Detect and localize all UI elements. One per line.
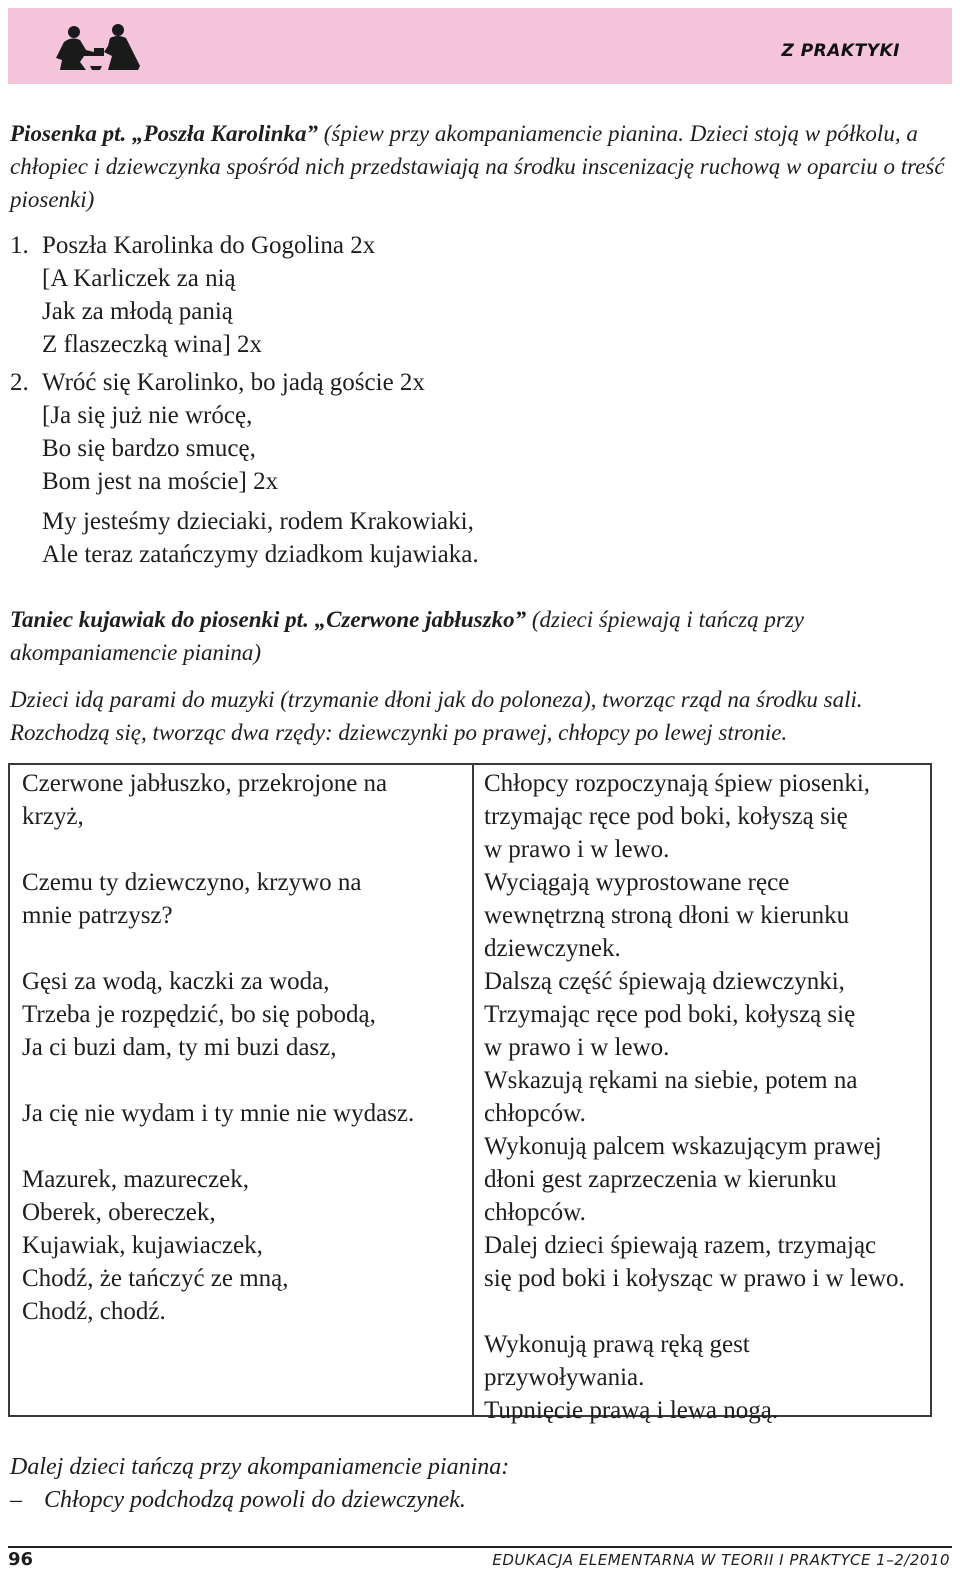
lyrics-line: Czemu ty dziewczyno, krzywo na xyxy=(22,869,362,896)
lyrics-line: Czerwone jabłuszko, przekrojone na xyxy=(22,770,388,797)
verse-line: My jesteśmy dzieciaki, rodem Krakowiaki, xyxy=(42,508,474,535)
movement-line: Wyciągają wyprostowane ręce xyxy=(484,869,790,896)
table-divider xyxy=(472,765,474,1415)
verse-line: Jak za młodą panią xyxy=(42,298,233,325)
movement-line: Chłopcy rozpoczynają śpiew piosenki, xyxy=(484,770,871,797)
lyrics-block xyxy=(22,1163,462,1328)
movement-block xyxy=(484,1328,924,1427)
lyrics-block xyxy=(22,866,462,932)
lyrics-line: Kujawiak, kujawiaczek, xyxy=(22,1232,263,1259)
lyrics-block xyxy=(22,767,462,833)
movement-line: Trzymając ręce pod boki, kołyszą się xyxy=(484,1001,856,1028)
song-description: (śpiew przy akompaniamencie pianina. Dzieci stoją w półkolu, a chłopiec i dziewczynka spośród nich przedstawiają na środku inscenizację ruchową w oparciu o treść piosenki) xyxy=(10,121,945,212)
movement-line: w prawo i w lewo. xyxy=(484,836,670,863)
movement-line: Dalszą część śpiewają dziewczynki, xyxy=(484,968,845,995)
lyrics-column xyxy=(22,767,462,1328)
verse-line: [A Karliczek za nią xyxy=(42,265,236,292)
journal-title: EDUKACJA ELEMENTARNA W TEORII I PRAKTYCE 1–2/2010 xyxy=(492,1551,950,1569)
movement-line: trzymając ręce pod boki, kołyszą się xyxy=(484,803,848,830)
dash-bullet: – xyxy=(10,1487,22,1513)
dance-instructions: Dzieci idą parami do muzyki (trzymanie dłoni jak do poloneza), tworząc rząd na środku sali. Rozchodzą się, tworząc dwa rzędy: dziewczynki po prawej, chłopcy po lewej stronie. xyxy=(10,687,863,745)
movement-block xyxy=(484,767,924,1295)
movement-line: chłopców. xyxy=(484,1100,586,1127)
lyrics-line: Chodź, że tańczyć ze mną, xyxy=(22,1265,289,1292)
movement-line: Wskazują rękami na siebie, potem na xyxy=(484,1067,858,1094)
page-number: 96 xyxy=(8,1549,34,1570)
verse-number: 2. xyxy=(10,369,29,396)
movement-line: Wykonują palcem wskazującym prawej xyxy=(484,1133,882,1160)
lyrics-block xyxy=(22,1097,462,1130)
movement-line: Tupnięcie prawą i lewa nogą. xyxy=(484,1397,779,1424)
closing-bullet-text: Chłopcy podchodzą powoli do dziewczynek. xyxy=(44,1487,466,1513)
dance-description: (dzieci śpiewają i tańczą przy akompaniamencie pianina) xyxy=(10,607,804,665)
lyrics-line: Oberek, obereczek, xyxy=(22,1199,216,1226)
verse-line: [Ja się już nie wrócę, xyxy=(42,402,253,429)
verse-2 xyxy=(10,366,425,498)
movement-line: w prawo i w lewo. xyxy=(484,1034,670,1061)
movement-line: Dalej dzieci śpiewają razem, trzymając xyxy=(484,1232,877,1259)
movement-column xyxy=(484,767,924,1427)
song-movement-table xyxy=(8,763,932,1424)
verse-line: Ale teraz zatańczymy dziadkom kujawiaka. xyxy=(42,541,479,568)
closing-instruction: Dalej dzieci tańczą przy akompaniamencie pianina: xyxy=(10,1454,510,1480)
movement-line: wewnętrzną stroną dłoni w kierunku xyxy=(484,902,850,929)
lyrics-line: krzyż, xyxy=(22,803,84,830)
movement-line: się pod boki i kołysząc w prawo i w lewo. xyxy=(484,1265,905,1292)
movement-line: Wykonują prawą ręką gest xyxy=(484,1331,750,1358)
movement-line: dziewczynek. xyxy=(484,935,621,962)
lyrics-line: Gęsi za wodą, kaczki za woda, xyxy=(22,968,330,995)
dance-intro-paragraph xyxy=(10,603,950,669)
children-playing-logo-icon xyxy=(50,22,146,72)
lyrics-line: Trzeba je rozpędzić, bo się pobodą, xyxy=(22,1001,376,1028)
song-title: Piosenka pt. „Poszła Karolinka” xyxy=(10,121,318,146)
lyrics-line: Ja ci buzi dam, ty mi buzi dasz, xyxy=(22,1034,337,1061)
lyrics-block xyxy=(22,965,462,1064)
verse-line: Bom jest na moście] 2x xyxy=(42,468,279,495)
lyrics-line: Ja cię nie wydam i ty mnie nie wydasz. xyxy=(22,1100,415,1127)
verse-number: 1. xyxy=(10,232,29,259)
song-intro-paragraph xyxy=(10,117,950,216)
verse-1 xyxy=(10,229,375,361)
footer-rule xyxy=(8,1546,952,1548)
movement-line: dłoni gest zaprzeczenia w kierunku xyxy=(484,1166,837,1193)
movement-line: chłopców. xyxy=(484,1199,586,1226)
lyrics-line: Chodź, chodź. xyxy=(22,1298,166,1325)
lyrics-line: Mazurek, mazureczek, xyxy=(22,1166,249,1193)
verse-extra xyxy=(10,505,479,571)
verse-line: Poszła Karolinka do Gogolina 2x xyxy=(42,232,376,259)
verse-line: Wróć się Karolinko, bo jadą goście 2x xyxy=(42,369,425,396)
dance-title: Taniec kujawiak do piosenki pt. „Czerwone jabłuszko” xyxy=(10,607,527,632)
section-label: Z PRAKTYKI xyxy=(781,41,900,61)
movement-line: przywoływania. xyxy=(484,1364,645,1391)
verse-line: Bo się bardzo smucę, xyxy=(42,435,256,462)
section-header-band xyxy=(8,8,952,84)
lyrics-line: mnie patrzysz? xyxy=(22,902,173,929)
verse-line: Z flaszeczką wina] 2x xyxy=(42,331,263,358)
closing-bullet xyxy=(10,1484,466,1517)
